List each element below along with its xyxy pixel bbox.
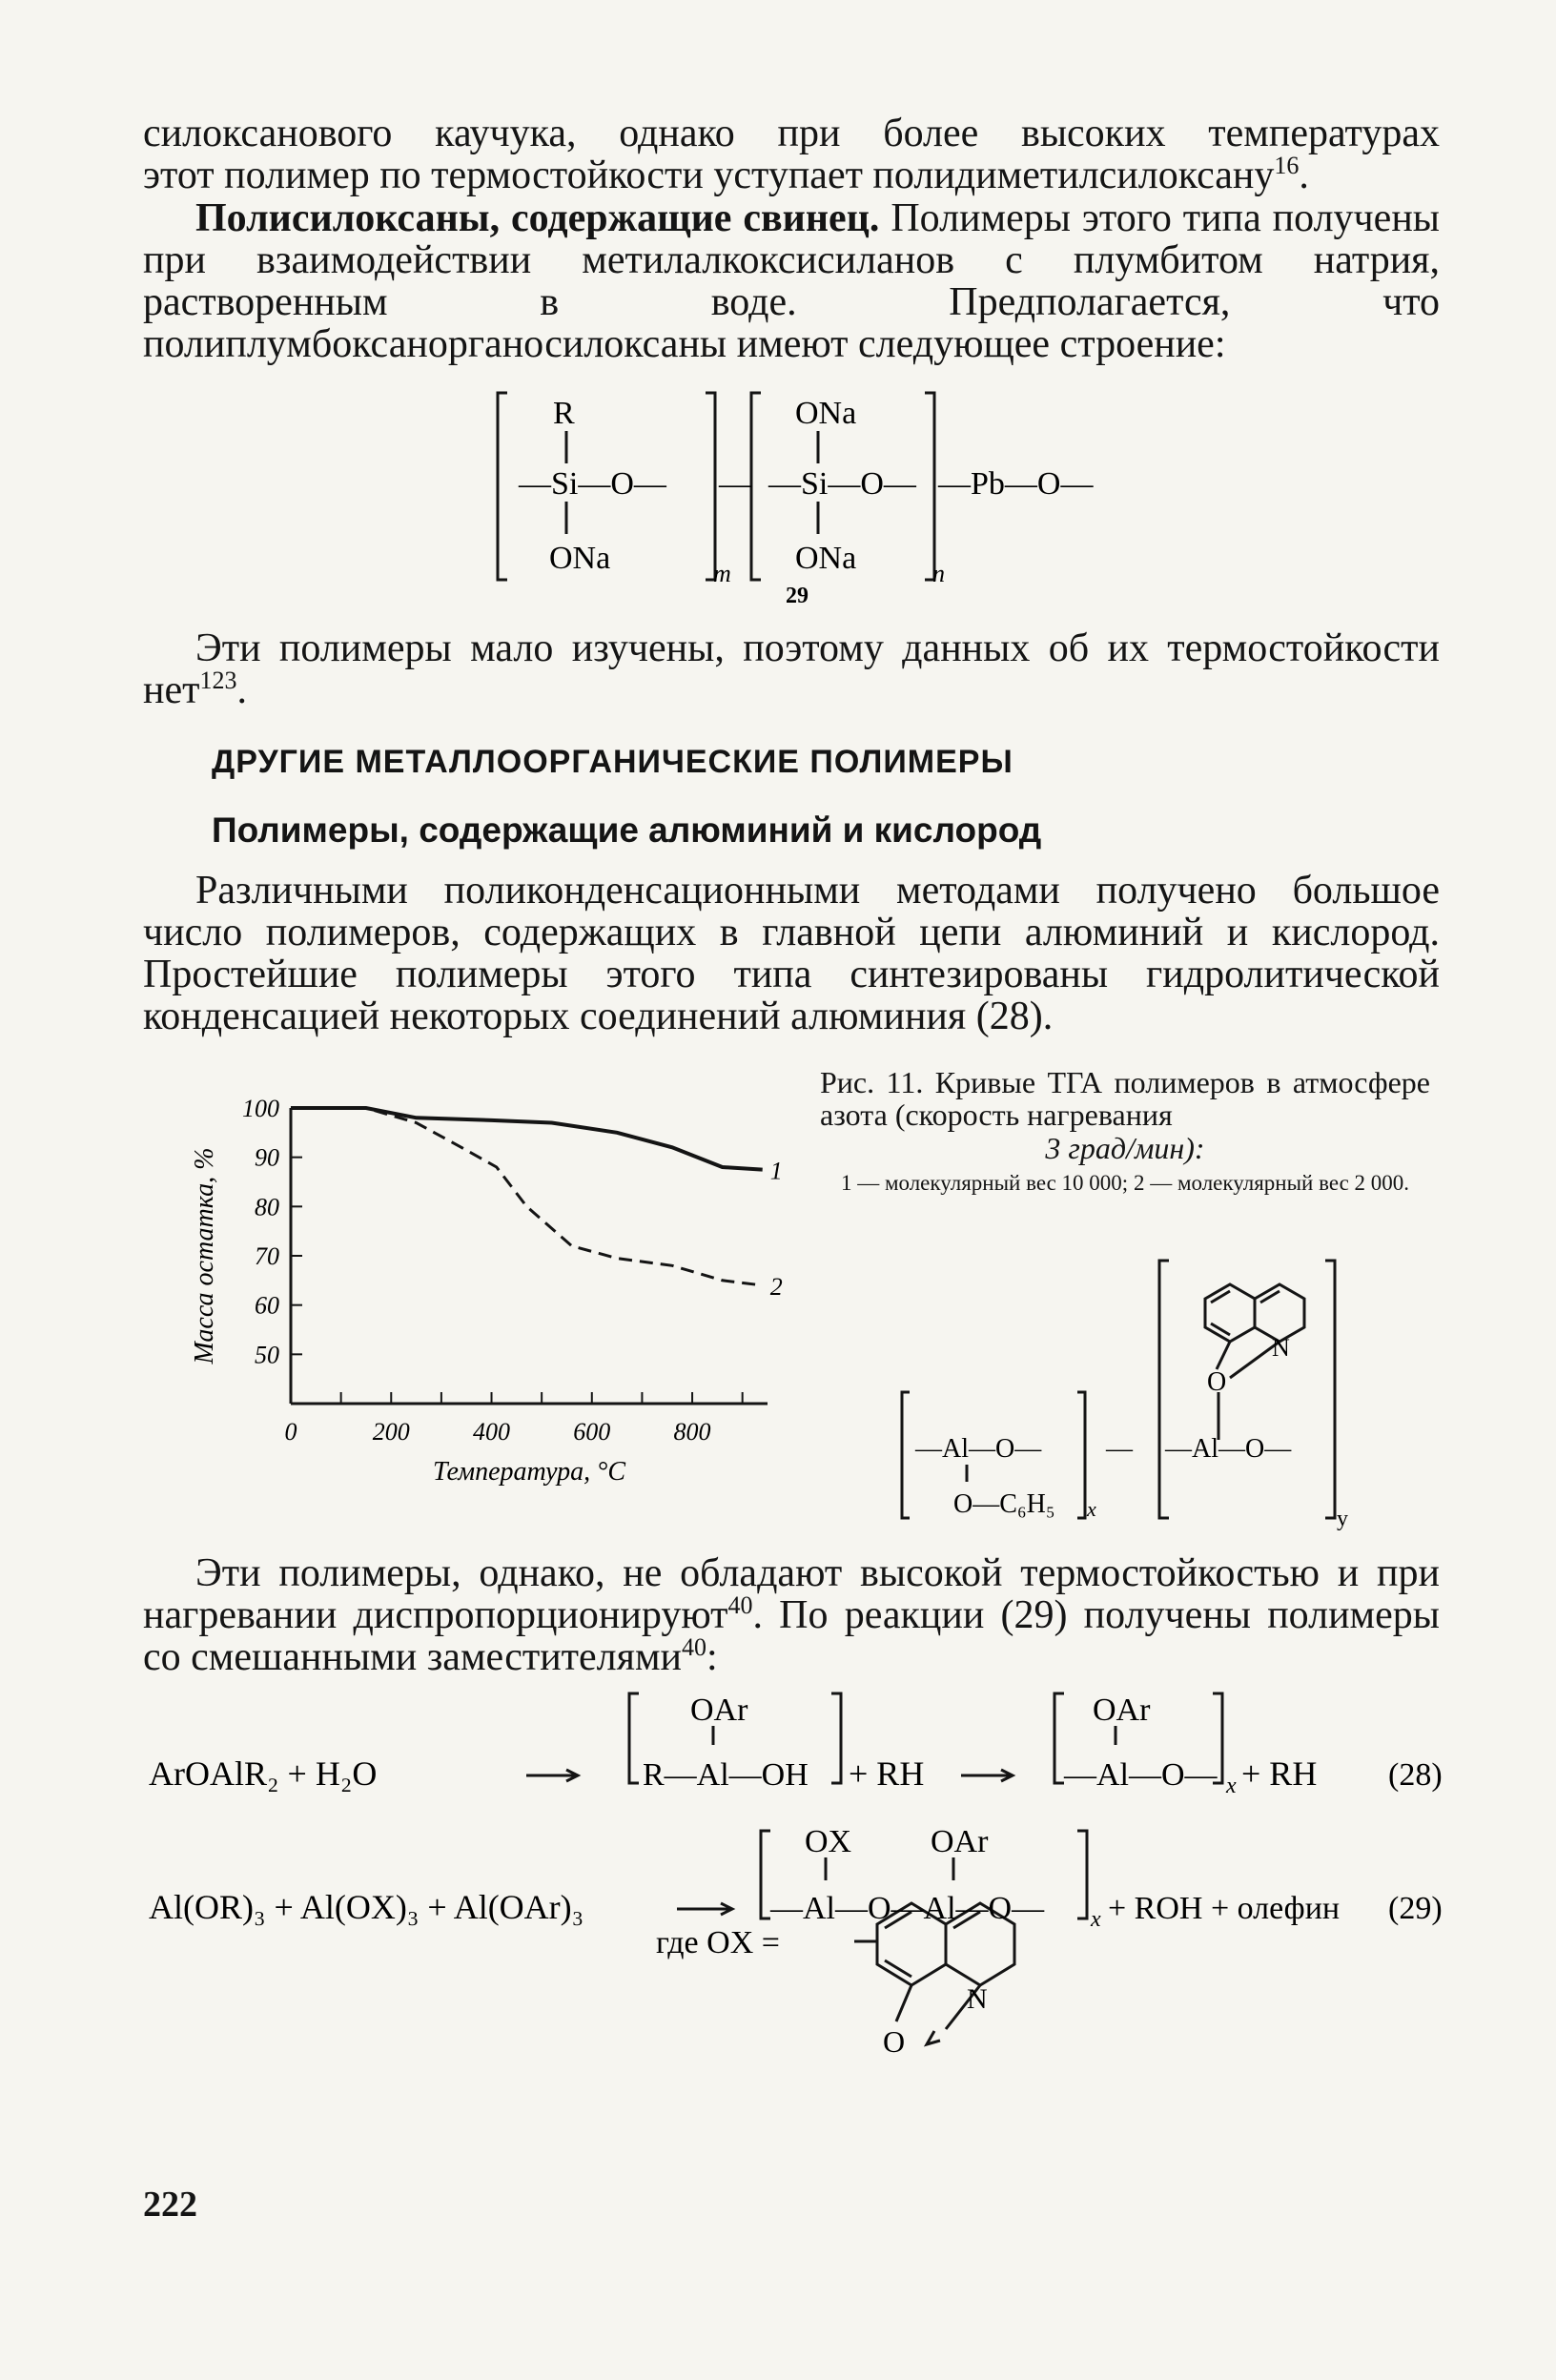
x-tick-label: 0 [284,1418,297,1446]
page-number: 222 [143,2185,197,2225]
figure-caption [820,1066,1430,1196]
r29-sub-x: x [1091,1907,1101,1932]
caption-line1: Рис. 11. Кривые ТГА полимеров в атмосфере азота (скорость нагревания [820,1065,1430,1132]
f29-R: R [553,396,575,431]
para1-line1: силоксанового каучука, однако при более высоких температурах [143,112,1440,155]
r28-mid: R—Al—OH [643,1757,809,1793]
r29-oar: OAr [931,1824,989,1859]
y-axis-label: Масса остатка, % [190,1147,219,1364]
caption-line2: 3 град/мин): [1045,1131,1205,1165]
f29-ona-bottom: ONa [795,541,857,576]
r28-prod: —Al—O— [1064,1757,1218,1793]
para1-line2: этот полимер по термостойкости уступает полидиметилсилоксану$^{16}$. [143,152,1309,197]
r29-reagents: Al(OR)₃ + Al(OX)₃ + Al(OAr)₃ [149,1888,584,1926]
y-tick-label: 90 [255,1143,279,1172]
para2-text: Полимеры этого типа получены при взаимодействии метилалкоксисиланов с плумбитом натрия, растворенным в воде. Предполагается, что полиплумбоксанорганосилоксаны имеют следующее строение: [143,196,1441,366]
f29-si-unit-1: —Si—O— [519,466,666,502]
al-quinoline-structure [896,1249,1354,1545]
ref-40b: 40 [682,1633,707,1661]
r29-number: (29) [1388,1891,1443,1926]
r28-sub-x: x [1226,1774,1237,1798]
x-tick-label: 600 [573,1418,611,1446]
al-left-unit: —Al—O— [915,1434,1042,1464]
series-label-1: 1 [769,1157,783,1185]
para-lead-study: Эти полимеры мало изучены, поэтому данных об их термостойкости нет$^{123}$. [143,626,1440,712]
y-tick-label: 60 [255,1291,279,1320]
r28-tail: + RH [1241,1754,1318,1793]
section-heading: ДРУГИЕ МЕТАЛЛООРГАНИЧЕСКИЕ ПОЛИМЕРЫ [212,744,1013,780]
f29-pb: —Pb—O— [938,466,1094,502]
para-aluminium: Различными поликонденсационными методами получено большое число полимеров, содержащих в главной цепи алюминий и кислород. Простейшие полимеры этого типа синтезированы гидролитической конденсацией некоторых соединений алюминия (28). [143,869,1440,1038]
subsection-heading: Полимеры, содержащие алюминий и кислород [212,810,1042,850]
para-continuation [143,113,1440,196]
r29-prod: —Al—O—Al—O— [770,1891,1045,1926]
x-tick-label: 800 [673,1418,711,1446]
para-disproportion: Эти полимеры, однако, не обладают высокой термостойкостью и при нагревании диспропорционируют$^{40}$. По реакции (29) получены полимеры со смешанными заместителями$^{40}$: [143,1551,1440,1679]
r29-tail: + ROH + олефин [1108,1891,1341,1926]
ref-16: 16 [1274,152,1300,179]
ref-123: 123 [199,667,237,694]
f29-ona-top: ONa [795,396,857,431]
y-tick-label: 100 [242,1095,279,1122]
y-tick-label: 50 [255,1341,279,1369]
tga-chart [186,1087,796,1507]
al-sub-x: x [1087,1497,1096,1521]
f29-link: — [719,466,751,502]
caption-legend: 1 — молекулярный вес 10 000; 2 — молекулярный вес 2 000. [840,1171,1410,1195]
r28-plus-rh: + RH [849,1754,925,1793]
where-ox: где OX = [656,1925,780,1960]
f29-n: n [932,560,945,587]
al-ring-O: O [1207,1367,1227,1397]
r28-number: (28) [1388,1757,1443,1793]
para-lead-polysiloxanes [143,197,1440,365]
y-tick-label: 80 [255,1193,279,1221]
x-tick-label: 200 [372,1418,410,1446]
ring-n: N [967,1983,988,2015]
formula-29 [477,381,1163,610]
al-ring-N: N [1272,1334,1290,1362]
series-line-1 [291,1108,763,1170]
al-phenoxy: O—C₆H₅ [953,1489,1055,1519]
al-right-unit: —Al—O— [1165,1434,1292,1464]
y-tick-label: 70 [255,1242,279,1270]
f29-si-unit-2: —Si—O— [768,466,916,502]
al-sub-y: y [1337,1507,1348,1531]
series-line-2 [291,1108,763,1285]
ref-40a: 40 [727,1591,753,1619]
f29-m: m [713,560,731,587]
r28-prod-oar: OAr [1093,1693,1151,1728]
ring-o: O [883,2024,906,2059]
f29-number: 29 [786,584,809,608]
al-link-dash: — [1106,1434,1133,1464]
x-tick-label: 400 [473,1418,511,1446]
x-axis-label: Температура, °С [432,1457,626,1487]
series-label-2: 2 [769,1273,783,1301]
reactions [143,1678,1459,2269]
r28-oar-top: OAr [690,1693,748,1728]
r29-ox: OX [805,1824,852,1859]
f29-ona-1: ONa [549,541,611,576]
r28-reagents: ArOAlR₂ + H₂O [149,1754,378,1793]
subheading-lead: Полисилоксаны, содержащие свинец. [195,196,880,240]
